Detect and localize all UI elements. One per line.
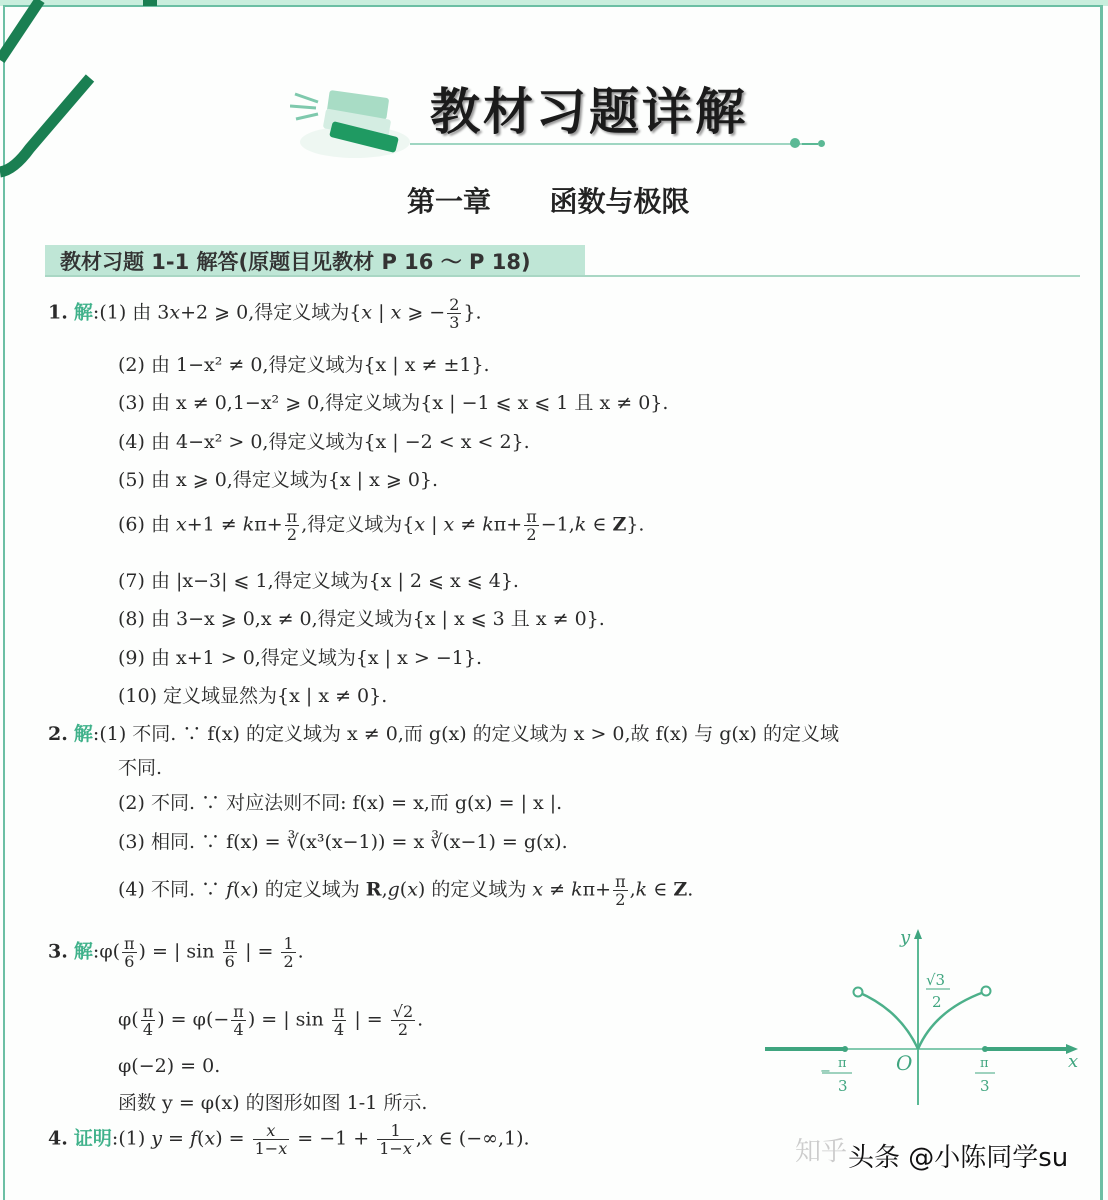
problem-1-line-1: 1. 解:(1) 由 3x+2 ⩾ 0,得定义域为{x | x ⩾ − $\frac{2}{3}$ }. bbox=[48, 295, 482, 332]
watermark: 头条 @小陈同学su bbox=[848, 1143, 1069, 1173]
axis-x-label: x bbox=[1068, 1051, 1079, 1072]
section-title: 教材习题 1-1 解答(原题目见教材 P 16 ～ P 18) bbox=[60, 250, 531, 274]
svg-text:−: − bbox=[820, 1064, 831, 1079]
page-title: 教材习题详解 bbox=[430, 83, 748, 141]
problem-3-line-2: φ( $\frac{\pi}{4}$ ) = φ(− $\frac{\pi}{4}$ ) = | sin $\frac{\pi}{4}$ | = $\frac{√2}{2}$ . bbox=[118, 1002, 424, 1039]
problem-2-line-3: (3) 相同. ∵ f(x) = ∛(x³(x−1)) = x ∛(x−1) = g(x). bbox=[118, 831, 568, 853]
problem-1-line-9: (9) 由 x+1 > 0,得定义域为{x | x > −1}. bbox=[118, 647, 482, 669]
problem-3-line-4: 函数 y = φ(x) 的图形如图 1-1 所示. bbox=[118, 1092, 428, 1114]
problem-number: 3. bbox=[48, 940, 68, 963]
problem-2-line-1b: 不同. bbox=[118, 757, 163, 779]
books-icon bbox=[290, 74, 420, 164]
problem-3-line-3: φ(−2) = 0. bbox=[118, 1055, 221, 1077]
title-dash bbox=[802, 143, 818, 145]
problem-1-line-10: (10) 定义域显然为{x | x ≠ 0}. bbox=[118, 685, 388, 707]
page-frame-top bbox=[3, 5, 1103, 7]
page-frame-right bbox=[1100, 5, 1103, 1200]
problem-number: 4. bbox=[48, 1127, 68, 1150]
problem-2-line-1: 2. 解:(1) 不同. ∵ f(x) 的定义域为 x ≠ 0,而 g(x) 的定义域为 x > 0,故 f(x) 与 g(x) 的定义域 bbox=[48, 723, 839, 745]
problem-number: 2. bbox=[48, 723, 68, 745]
problem-1-line-5: (5) 由 x ⩾ 0,得定义域为{x | x ⩾ 0}. bbox=[118, 469, 439, 491]
title-banner bbox=[290, 72, 850, 162]
title-dot bbox=[790, 138, 800, 148]
problem-number: 1. bbox=[48, 301, 68, 324]
svg-text:3: 3 bbox=[838, 1077, 848, 1095]
axis-y-label: y bbox=[900, 927, 911, 948]
svg-text:π: π bbox=[980, 1056, 989, 1071]
solution-label: 解 bbox=[73, 723, 93, 745]
problem-1-line-7: (7) 由 |x−3| ⩽ 1,得定义域为{x | 2 ⩽ x ⩽ 4}. bbox=[118, 570, 519, 592]
problem-2-line-1-text: (1) 不同. ∵ f(x) 的定义域为 x ≠ 0,而 g(x) 的定义域为 x > 0,故 f(x) 与 g(x) 的定义域 bbox=[99, 723, 839, 745]
figure-1-1-graph bbox=[760, 925, 1090, 1110]
title-underline bbox=[410, 143, 805, 145]
proof-label: 证明 bbox=[73, 1127, 112, 1150]
svg-text:3: 3 bbox=[980, 1077, 990, 1095]
problem-1-line-6: (6) 由 x+1 ≠ kπ+ $\frac{\pi}{2}$ ,得定义域为{x | x ≠ kπ+ $\frac{\pi}{2}$ −1,k ∈ Z}. bbox=[118, 507, 645, 544]
problem-1-line-3: (3) 由 x ≠ 0,1−x² ⩾ 0,得定义域为{x | −1 ⩽ x ⩽ 1 且 x ≠ 0}. bbox=[118, 392, 669, 414]
title-dot bbox=[818, 140, 825, 147]
chapter-heading: 第一章 函数与极限 bbox=[407, 185, 690, 218]
problem-1-line-4: (4) 由 4−x² > 0,得定义域为{x | −2 < x < 2}. bbox=[118, 431, 530, 453]
svg-text:π: π bbox=[838, 1056, 847, 1071]
svg-text:2: 2 bbox=[932, 993, 942, 1011]
problem-4-line-1: 4. 证明:(1) y = f(x) = $\frac{x}{1-x}$ = −1 + $\frac{1}{1-x}$ ,x ∈ (−∞,1). bbox=[48, 1121, 530, 1158]
problem-2-line-2: (2) 不同. ∵ 对应法则不同: f(x) = x,而 g(x) = | x |. bbox=[118, 792, 563, 814]
svg-text:√3: √3 bbox=[926, 971, 946, 989]
solution-label: 解 bbox=[73, 940, 93, 963]
solution-label: 解 bbox=[73, 301, 93, 324]
problem-2-line-4: (4) 不同. ∵ f(x) 的定义域为 R,g(x) 的定义域为 x ≠ kπ+ $\frac{\pi}{2}$ ,k ∈ Z. bbox=[118, 872, 694, 909]
origin-label: O bbox=[896, 1051, 913, 1075]
problem-3-line-1: 3. 解:φ( $\frac{\pi}{6}$ ) = | sin $\frac{\pi}{6}$ | = $\frac{1}{2}$ . bbox=[48, 934, 304, 971]
corner-decoration-icon bbox=[0, 0, 160, 200]
watermark-ghost: 知乎 bbox=[795, 1137, 848, 1167]
problem-1-line-8: (8) 由 3−x ⩾ 0,x ≠ 0,得定义域为{x | x ⩽ 3 且 x ≠ 0}. bbox=[118, 608, 605, 630]
problem-1-line-2: (2) 由 1−x² ≠ 0,得定义域为{x | x ≠ ±1}. bbox=[118, 354, 490, 376]
